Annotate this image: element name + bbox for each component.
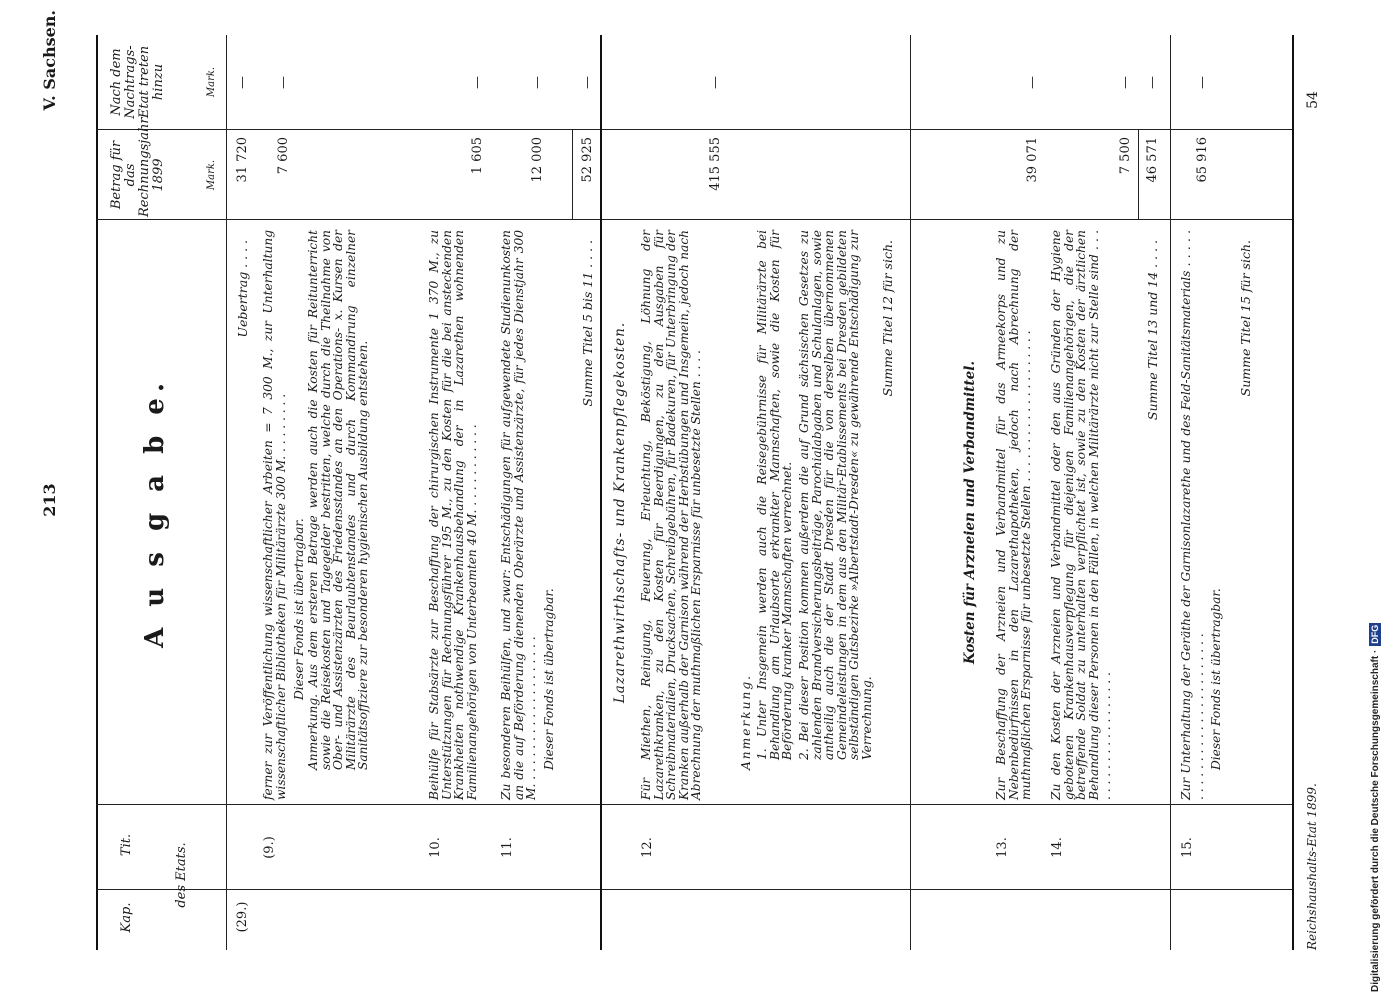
section-heading-lazareth: Lazarethwirthschafts- und Krankenpflegekosten.	[612, 321, 628, 704]
t10-text: Beihülfe für Stabsärzte zur Beschaffung der chirurgischen Instrumente 1 370 M., zu Unterstützungen für Rechnungsführer 195 M., zu den Kosten für die bei ansteckenden Krankheiten nothwendige Krankenhausbehandlung der in Lazarethen wohnenden Familienangehörigen von Unterbeamten 40 M. . . . . . . . . . . .	[427, 230, 479, 800]
kap-number: (29.)	[235, 901, 250, 933]
header-tit: Tit.	[119, 833, 134, 857]
header-betrag-unit: Mark.	[206, 159, 217, 191]
footer-reichshaushalt: Reichshaushalts-Etat 1899.	[1305, 783, 1319, 950]
t15-note-transferable: Dieser Fonds ist übertragbar.	[1209, 588, 1223, 770]
sum-5-11-amount: 52 925	[580, 137, 595, 183]
header-bottom-rule	[226, 35, 227, 950]
sum-13-14-rule-bottom	[1170, 35, 1171, 950]
t11-note-transferable: Dieser Fonds ist übertragbar.	[542, 588, 556, 770]
col-sep-tit	[96, 804, 1292, 805]
t9-amount: 7 600	[276, 137, 291, 175]
sum-13-14-rule-top	[1138, 130, 1139, 220]
t12-remark-heading: Anmerkung.	[739, 673, 753, 770]
tit-13: 13.	[995, 837, 1010, 858]
t14-nachtrag: —	[1118, 76, 1133, 89]
t12-text: Für Miethen, Reinigung, Feuerung, Erleuchtung, Beköstigung, Löhnung der Lazarethkranken, zu den Kosten für Beerdigungen, zu den Ausgaben für Schreibmaterialien, Drucksachen, Schreibgebühren, für Badekuren, für Unterbringung der Kranken außerhalb der Garnison während der Herbstübungen und Insgemein, jedoch nach Abrechnung der muthmaßlichen Ersparnisse für unbesetzte Stellen . . . .	[639, 230, 704, 800]
t14-text: Zu den Kosten der Arzneien und Verbandmittel oder den aus Gründen der Hygiene gebotenen Krankenhausverpflegung für diejenigen Familienangehörigen, die der betreffende Soldat zu unterhalten verpflichtet ist, sowie zu den Kosten der ärztlichen Behandlung dieser Personen in den Fällen, in welchen Militärärzte nicht zur Stelle sind . . . . . . . . . . . . . . . . . . . .	[1049, 230, 1114, 800]
t11-nachtrag: —	[530, 76, 545, 89]
page-title: A u s g a b e.	[140, 377, 170, 648]
tit-15: 15.	[1180, 837, 1195, 858]
t12-remark-1: 1. Unter Insgemein werden auch die Reisegebührnisse für Militärärzte bei Behandlung am Urlaubsorte erkrankter Mannschaften, sowie die Kosten für Beförderung kranker Mannschaften verrechnet.	[755, 230, 795, 760]
header-kap: Kap.	[119, 902, 134, 933]
t12-nachtrag: —	[708, 76, 723, 89]
t10-amount: 1 605	[470, 137, 485, 175]
tit-12: 12.	[640, 837, 655, 858]
t14-amount: 7 500	[1118, 137, 1133, 175]
t13-nachtrag: —	[1025, 76, 1040, 89]
page-number-bottom: 54	[1305, 91, 1321, 109]
t11-text: Zu besonderen Beihülfen, und zwar: Entschädigungen für aufgewendete Studienunkosten an die auf Beförderung dienenden Oberärzte und Assistenzärzte, für jedes Dienstjahr 300 M. . . . . . . . . . . . . . . . . . . .	[499, 230, 539, 800]
t13-amount: 39 071	[1025, 137, 1040, 183]
t13-text: Zur Beschaffung der Arzneien und Verbandmittel für das Armeekorps und zu Nebenbedürfnissen in den Lazarethapotheken, jedoch nach Abrechnung der muthmaßlichen Ersparnisse für unbesetzte Stellen . . . . . . . . . . . . . . . . . . . .	[994, 230, 1034, 800]
sum-13-14-amount: 46 571	[1145, 137, 1160, 183]
t12-remark-2: 2. Bei dieser Position kommen außerdem die auf Grund sächsischen Gesetzes zu zahlenden Brandversicherungsbeiträge, Parochialabgaben und Schulanlagen, sowie antheilig auch die der Stadt Dresden für die von derselben übernommenen Gemeindeleistungen in dem aus den Militär-Etablissements bei Dresden gebildeten selbständigen Gutsbezirke »Albertstadt-Dresden« zu gewährende Entschädigung zur Verrechnung.	[797, 230, 874, 760]
state-heading: V. Sachsen.	[40, 10, 59, 111]
sum-13-14-label: Summe Titel 13 und 14 . . . .	[1145, 240, 1160, 421]
t9-remark: Anmerkung. Aus dem ersteren Betrage werden auch die Kosten für Reitunterricht sowie die Reisekosten und Tagegelder bestritten, welche durch die Theilnahme von Ober- und Assistenzärzten des Friedensstandes an den Operations- x. Kursen der Militärärzte des Beurlaubtenstandes und durch Kommandirung einzelner Sanitätsoffiziere zur besonderen hygienischen Ausbildung entstehen.	[306, 230, 371, 770]
t11-amount: 12 000	[530, 137, 545, 183]
sum-5-11-rule-bottom	[600, 35, 602, 950]
header-nachtrag-unit: Mark.	[206, 66, 217, 98]
tit-9: (9.)	[262, 836, 277, 859]
t12-sum-label: Summe Titel 12 für sich.	[880, 240, 895, 397]
dfg-logo: DFG	[1370, 624, 1380, 644]
col-sep-kap	[96, 889, 1292, 890]
t12-amount: 415 555	[708, 137, 723, 191]
tit-14: 14.	[1050, 837, 1065, 858]
uebertrag-label: Uebertrag . . . .	[235, 240, 250, 338]
digitization-note	[1367, 12, 1383, 992]
t15-text: Zur Unterhaltung der Geräthe der Garnisonlazarethe und des Feld-Sanitätsmaterials . . . . . . . . . . . . . . . . . . . . . . . . . . .	[1179, 230, 1206, 800]
t9-text: ferner zur Veröffentlichung wissenschaftlicher Arbeiten = 7 300 M., zur Unterhaltung wissenschaftlicher Bibliotheken für Militärärzte 300 M. . . . . . . . .	[261, 230, 288, 800]
col-sep-text	[96, 219, 1292, 220]
header-des-etats: des Etats.	[174, 842, 189, 908]
t12-rule	[910, 35, 911, 950]
t9-note-transferable: Dieser Fonds ist übertragbar.	[292, 518, 306, 700]
sum-5-11-nachtrag: —	[580, 76, 595, 89]
tit-10: 10.	[428, 837, 443, 858]
digitization-text: Digitalisierung gefördert durch die Deutsche Forschungsgemeinschaft ·	[1369, 649, 1381, 992]
sum-13-14-nachtrag: —	[1145, 76, 1160, 89]
table-top-rule	[96, 35, 98, 950]
header-betrag: Betrag für das Rechnungsjahr 1899	[109, 117, 166, 217]
col-sep-betrag	[96, 129, 1292, 130]
sum-5-11-label: Summe Titel 5 bis 11 . . . .	[580, 240, 595, 407]
sum-5-11-rule-top	[572, 130, 573, 220]
t15-amount: 65 916	[1195, 137, 1210, 183]
uebertrag-nachtrag: —	[235, 76, 250, 89]
t9-nachtrag: —	[276, 76, 291, 89]
tit-11: 11.	[500, 837, 515, 858]
header-nachtrag: Nach dem Nachtrags-Etat treten hinzu	[109, 45, 166, 119]
uebertrag-amount: 31 720	[235, 137, 250, 183]
page-number-top: 213	[40, 483, 59, 517]
table-bottom-rule	[1292, 35, 1294, 950]
t10-nachtrag: —	[470, 76, 485, 89]
t15-nachtrag: —	[1195, 76, 1210, 89]
section-heading-arznei: Kosten für Arzneien und Verbandmittel.	[962, 360, 978, 665]
t15-sum-label: Summe Titel 15 für sich.	[1238, 240, 1253, 397]
